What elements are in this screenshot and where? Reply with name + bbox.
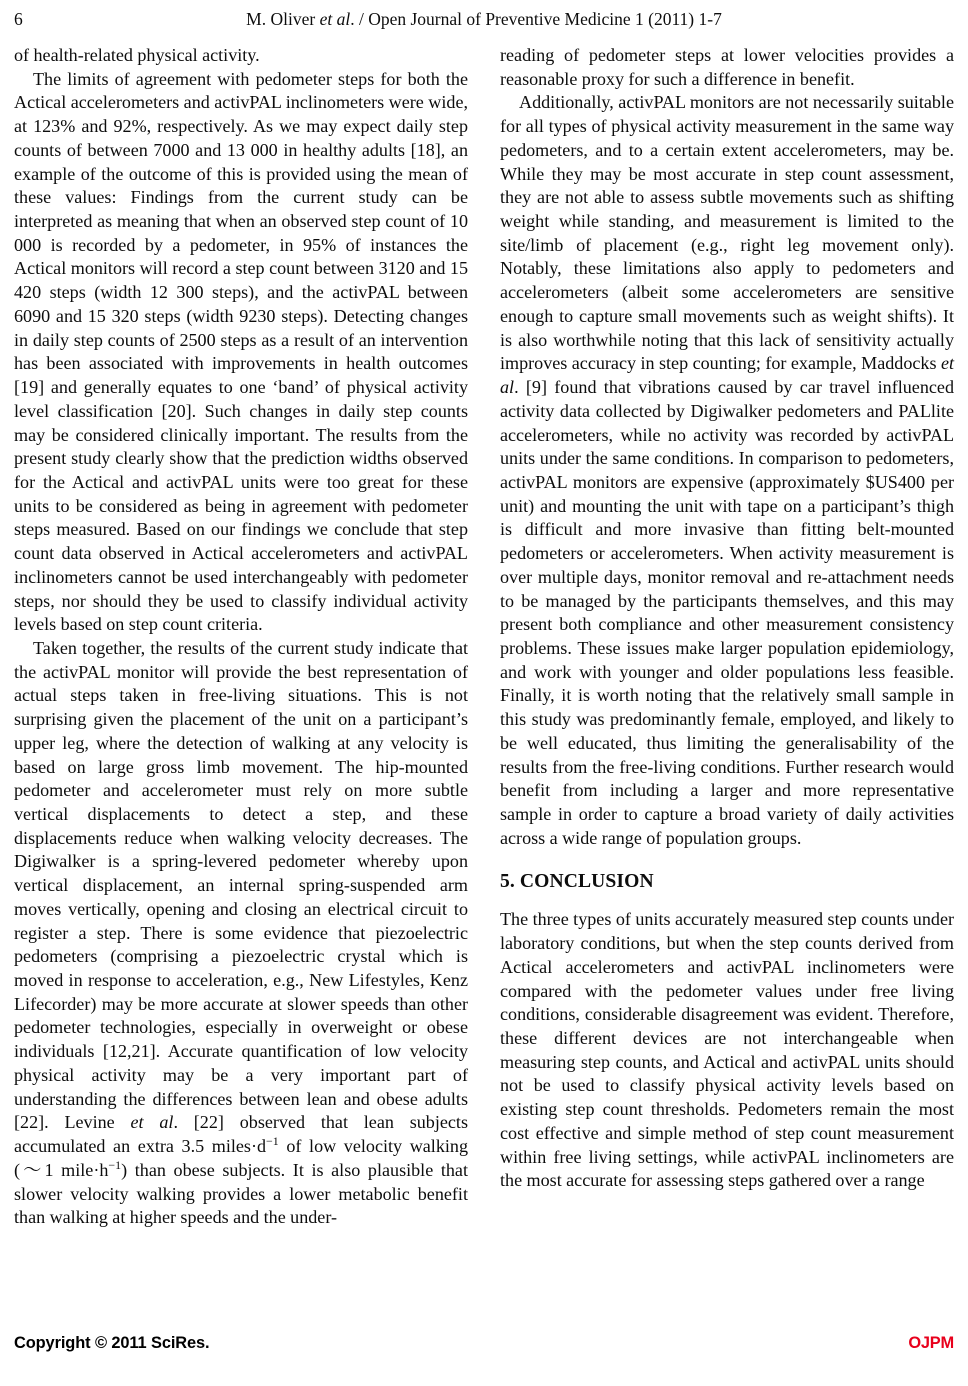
running-title-suffix: . / Open Journal of Preventive Medicine 1 (2011) 1-7 xyxy=(350,9,722,29)
paragraph-conclusion: The three types of units accurately measured step counts under laboratory conditions, but when the step counts derived from Actical accelerometers and activPAL inclinometers were compared with the pedometer values under free living conditions, considerable disagreement was evident. Therefore, these different devices are not interchangeable when measuring step counts, and Actical and activPAL units should not be used to classify physical activity levels based on existing step count thresholds. Pedometers remain the most cost effective and simple method of step count measurement within free living settings, while activPAL inclinometers are the most accurate for assessing steps gathered over a range xyxy=(500,909,954,1191)
citation-levine-et-al: et al xyxy=(130,1112,174,1133)
exponent-minus-one-h: −1 xyxy=(108,1157,122,1172)
running-title-italic: et al xyxy=(319,9,351,29)
paragraph-continued-left: of health-related physical activity. xyxy=(14,45,260,65)
exponent-minus-one-d: −1 xyxy=(266,1134,279,1149)
page-footer xyxy=(14,1334,954,1360)
paragraph-additionally-part-b: . [9] found that vibrations caused by car travel influenced activity data collected by Digiwalker pedometers and PALlite accelerometers, while no activity was recorded by activPAL units under the same conditions. In comparison to pedometers, activPAL monitors are expensive (approximately $US400 per unit) and mounting the unit with tape on a participant’s thigh is difficult and more invasive than fitting belt-mounted pedometers or accelerometers. When activity measurement is over multiple days, monitor removal and re-attachment needs to be managed by the participants themselves, and this may present both compliance and other measurement consistency problems. These issues make larger population epidemiology, and work with younger and older populations less feasible. Finally, it is worth noting that the relatively small sample in this study was predominantly female, employed, and likely to be well educated, thus limiting the generalisability of the results from the free-living conditions. Further research would benefit from including a larger and more representative sample in order to capture a broad variety of daily activities across a wide range of population groups. xyxy=(500,377,954,848)
paragraph-additionally-part-a: Additionally, activPAL monitors are not necessarily suitable for all types of physical activity measurement in the same way pedometers, and to a certain extent accelerometers, may be. While they may be most accurate in step count assessment, they are not able to assess subtle movements such as shifting weight while standing, and measurement is limited to the site/limb of placement (e.g., right leg movement only). Notably, these limitations also apply to pedometers and accelerometers (albeit some accelerometers are sensitive enough to capture small movements such as weight shifts). It is also worthwhile noting that this lack of sensitivity actually improves accuracy in step counting; for example, Maddocks xyxy=(500,92,954,374)
citation-maddocks-et-al: et al xyxy=(500,353,954,398)
running-title-prefix: M. Oliver xyxy=(246,9,320,29)
right-column xyxy=(500,44,954,1314)
paragraph-taken-together-part-b: . [22] observed that lean subjects accumulated an extra 3.5 miles·d xyxy=(14,1112,468,1157)
running-title xyxy=(14,8,954,30)
body-columns xyxy=(14,44,954,1314)
section-heading-conclusion: 5. CONCLUSION xyxy=(500,871,654,893)
copyright-notice: Copyright © 2011 SciRes. xyxy=(14,1334,210,1352)
journal-abbreviation: OJPM xyxy=(908,1334,954,1352)
paragraph-limits-of-agreement: The limits of agreement with pedometer steps for both the Actical accelerometers and activPAL inclinometers were wide, at 123% and 92%, respectively. As we may expect daily step counts of between 7000 and 13 000 in healthy adults [18], an example of the outcome of this is provided using the mean of these values: Findings from the current study can be interpreted as meaning that when an observed step count of 10 000 is recorded by a pedometer, in 95% of instances the Actical monitors will record a step count between 3120 and 15 420 steps (width 12 300 steps), and the activPAL between 6090 and 15 320 steps (width 9230 steps). Detecting changes in daily step counts of 2500 steps as a result of an intervention has been associated with improvements in health outcomes [19] and generally equates to one ‘band’ of physical activity level classification [20]. Such changes in daily step counts may be considered clinically important. The results from the present study clearly show that the prediction widths observed for the Actical and activPAL units were too great for these units to be considered as being in agreement with pedometer steps measured. Based on our findings we conclude that step count data observed in Actical accelerometers and activPAL inclinometers cannot be used interchangeably with pedometer steps, nor should they be used to classify individual activity levels based on step count criteria. xyxy=(14,68,468,635)
left-column xyxy=(14,44,468,1314)
paragraph-taken-together-part-d: ) than obese subjects. It is also plausible that slower velocity walking provides a lower metabolic benefit than walking at higher speeds and the under- xyxy=(14,1159,468,1228)
running-head xyxy=(14,8,954,30)
paragraph-continued-right: reading of pedometer steps at lower velocities provides a reasonable proxy for such a difference in benefit. xyxy=(500,45,954,89)
paragraph-additionally xyxy=(500,91,954,850)
paragraph-taken-together xyxy=(14,637,468,1230)
paragraph-taken-together-part-a: Taken together, the results of the current study indicate that the activPAL monitor will provide the best representation of actual steps taken in free-living situations. This is not surprising given the placement of the unit on a participant’s upper leg, where the detection of walking at any velocity is based on large gross limb movement. The hip-mounted pedometer and accelerometer must rely on more subtle vertical displacements to detect a step, and these displacements reduce when walking velocity decreases. The Digiwalker is a spring-levered pedometer whereby upon vertical displacement, an internal spring-suspended arm moves vertically, opening and closing an electrical circuit to register a step. There is some evidence that piezoelectric pedometers (comprising a piezoelectric crystal which is moved in response to acceleration, e.g., New Lifestyles, Kenz Lifecorder) may be more accurate at slower speeds than other pedometer technologies, especially in overweight or obese individuals [12,21]. Accurate quantification of low velocity physical activity may be a very important part of understanding the differences between lean and obese adults [22]. Levine xyxy=(14,637,468,1133)
paragraph-taken-together-part-c: of low velocity walking (～1 mile·h xyxy=(14,1136,468,1180)
page-number: 6 xyxy=(14,9,23,29)
